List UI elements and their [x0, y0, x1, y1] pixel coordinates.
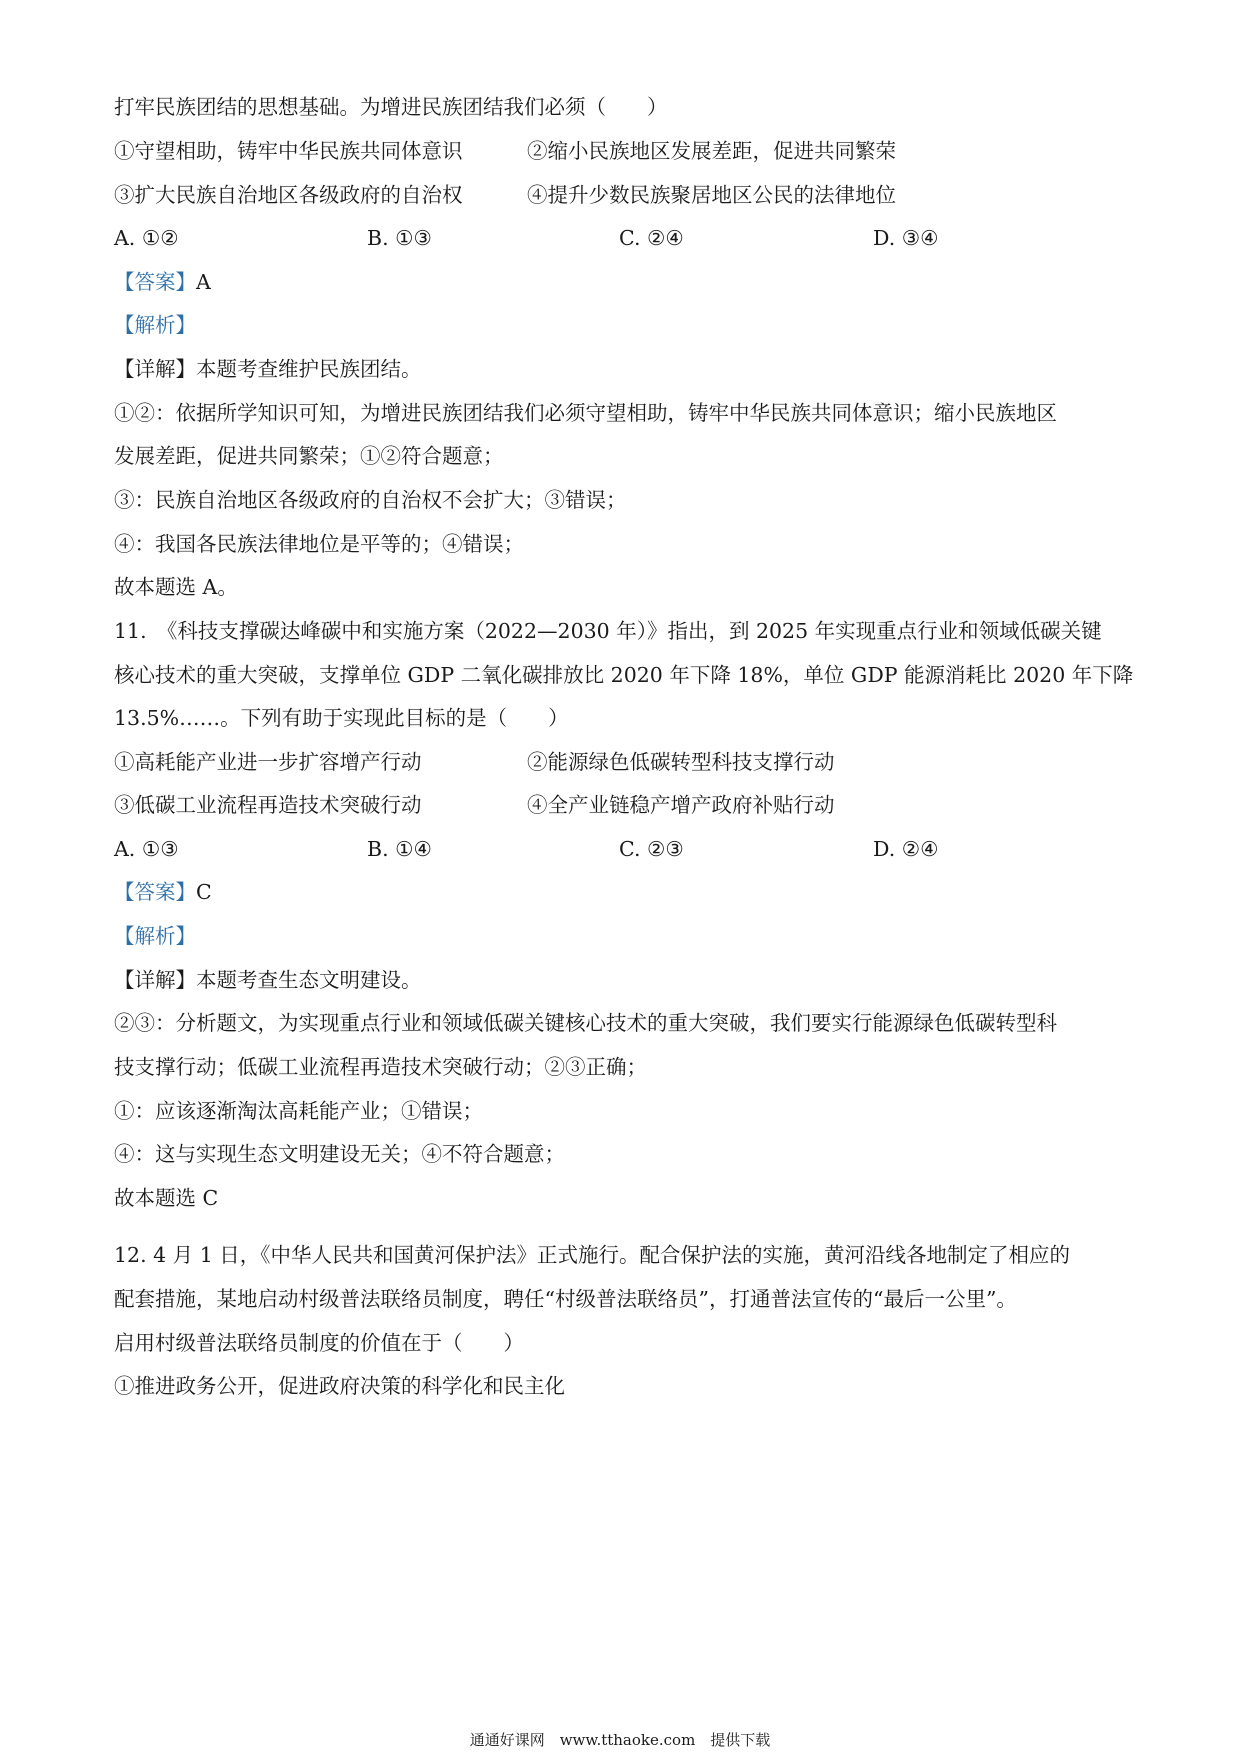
- q10-analysis-line-1: ①②：依据所学知识可知，为增进民族团结我们必须守望相助，铸牢中华民族共同体意识；缩小民族地区: [114, 401, 1057, 425]
- q11-choice-b: B. ①④: [367, 837, 432, 861]
- q11-analysis-line-4: ④：这与实现生态文明建设无关；④不符合题意；: [114, 1142, 565, 1166]
- q10-option-4: ④提升少数民族聚居地区公民的法律地位: [527, 183, 896, 207]
- q10-choice-c: C. ②④: [619, 226, 684, 250]
- q10-option-2: ②缩小民族地区发展差距，促进共同繁荣: [527, 139, 896, 163]
- page-footer: 通通好课网 www.tthaoke.com 提供下载: [469, 1731, 771, 1749]
- q11-choice-a: A. ①③: [114, 837, 179, 861]
- q11-analysis-line-1: ②③：分析题文，为实现重点行业和领域低碳关键核心技术的重大突破，我们要实行能源绿色低碳转型科: [114, 1011, 1057, 1035]
- answer-tag: 【答案】: [114, 270, 196, 294]
- q10-detail: [114, 354, 422, 384]
- q12-stem-line-3: 启用村级普法联络员制度的价值在于（ ）: [114, 1331, 524, 1355]
- q10-analysis: [114, 310, 196, 340]
- answer-value: C: [196, 880, 212, 904]
- q10-option-3: ③扩大民族自治地区各级政府的自治权: [114, 183, 463, 207]
- q10-analysis-line-2: 发展差距，促进共同繁荣；①②符合题意；: [114, 444, 504, 468]
- q10-conclusion: 故本题选 A。: [114, 575, 238, 599]
- q10-choice-a: A. ①②: [114, 226, 179, 250]
- q11-option-3: ③低碳工业流程再造技术突破行动: [114, 793, 422, 817]
- detail-tag: 【详解】: [114, 357, 196, 381]
- q10-choice-b: B. ①③: [367, 226, 432, 250]
- analysis-tag: 【解析】: [114, 313, 196, 337]
- q11-answer: [114, 877, 212, 907]
- q11-analysis-line-2: 技支撑行动；低碳工业流程再造技术突破行动；②③正确；: [114, 1055, 647, 1079]
- q11-choice-c: C. ②③: [619, 837, 684, 861]
- q11-option-4: ④全产业链稳产增产政府补贴行动: [527, 793, 835, 817]
- answer-value: A: [196, 270, 211, 294]
- q10-answer: [114, 267, 211, 297]
- detail-text: 本题考查生态文明建设。: [196, 968, 422, 992]
- q12-stem-line-1: 12. 4 月 1 日，《中华人民共和国黄河保护法》正式施行。配合保护法的实施，黄河沿线各地制定了相应的: [114, 1243, 1071, 1267]
- detail-text: 本题考查维护民族团结。: [196, 357, 422, 381]
- q10-stem-tail: 打牢民族团结的思想基础。为增进民族团结我们必须（ ）: [114, 95, 668, 119]
- q11-option-2: ②能源绿色低碳转型科技支撑行动: [527, 750, 835, 774]
- q11-conclusion: 故本题选 C: [114, 1186, 219, 1210]
- detail-tag: 【详解】: [114, 968, 196, 992]
- answer-tag: 【答案】: [114, 880, 196, 904]
- q10-choice-d: D. ③④: [873, 226, 939, 250]
- q11-analysis: [114, 921, 196, 951]
- q10-option-1: ①守望相助，铸牢中华民族共同体意识: [114, 139, 463, 163]
- q11-stem-line-1: 11. 《科技支撑碳达峰碳中和实施方案（2022—2030 年）》指出，到 2025 年实现重点行业和领域低碳关键: [114, 619, 1102, 643]
- q10-analysis-line-3: ③：民族自治地区各级政府的自治权不会扩大；③错误；: [114, 488, 627, 512]
- q11-stem-line-3: 13.5%……。下列有助于实现此目标的是（ ）: [114, 706, 569, 730]
- q12-option-1: ①推进政务公开，促进政府决策的科学化和民主化: [114, 1374, 565, 1398]
- q11-option-1: ①高耗能产业进一步扩容增产行动: [114, 750, 422, 774]
- q11-stem-line-2: 核心技术的重大突破，支撑单位 GDP 二氧化碳排放比 2020 年下降 18%，单位 GDP 能源消耗比 2020 年下降: [114, 663, 1134, 687]
- q11-detail: [114, 965, 422, 995]
- q10-analysis-line-4: ④：我国各民族法律地位是平等的；④错误；: [114, 532, 524, 556]
- analysis-tag: 【解析】: [114, 924, 196, 948]
- q12-stem-line-2: 配套措施，某地启动村级普法联络员制度，聘任“村级普法联络员”，打通普法宣传的“最后一公里”。: [114, 1287, 1017, 1311]
- q11-analysis-line-3: ①：应该逐渐淘汰高耗能产业；①错误；: [114, 1099, 483, 1123]
- q11-choice-d: D. ②④: [873, 837, 939, 861]
